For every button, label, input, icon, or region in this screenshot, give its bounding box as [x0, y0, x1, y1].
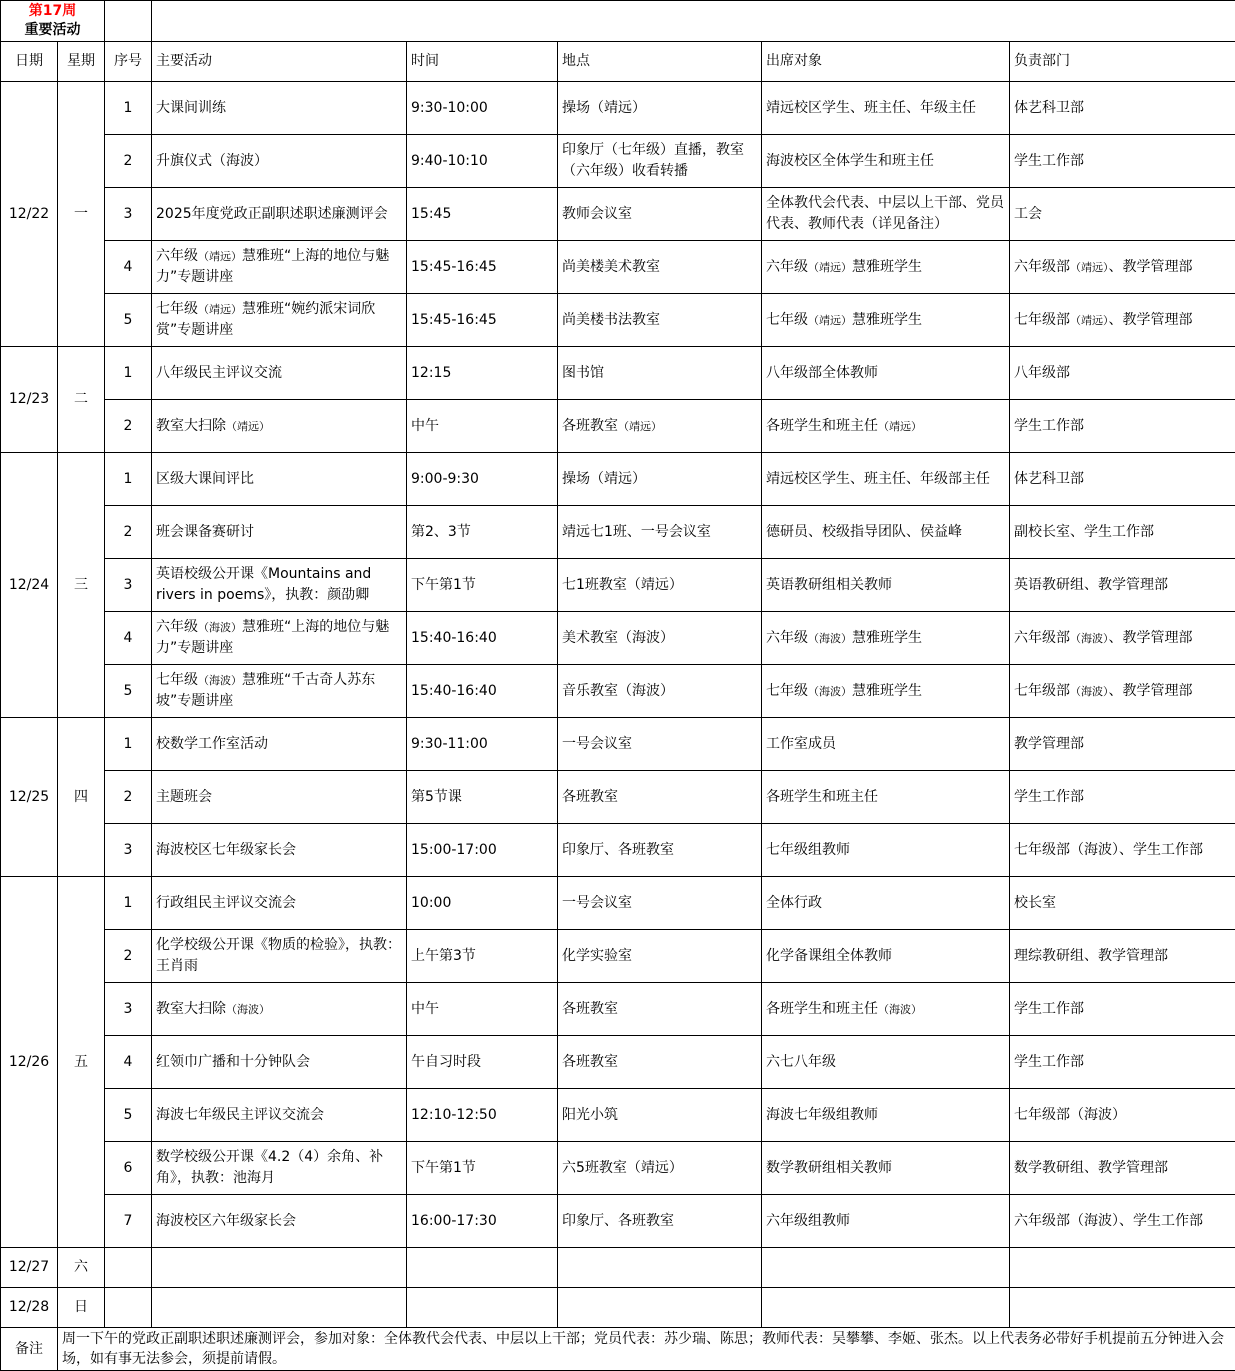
place-cell: 音乐教室（海波） [558, 665, 762, 718]
attendees-grade: 七年级 [766, 682, 808, 699]
place-cell: 七1班教室（靖远） [558, 559, 762, 612]
time-cell: 15:00-17:00 [407, 824, 558, 877]
attendees-cell [762, 400, 1010, 453]
header-blank-cell [105, 1, 152, 42]
time-cell: 午自习时段 [407, 1036, 558, 1089]
row-number: 4 [105, 241, 152, 294]
activity-cell: 班会课备赛研讨 [152, 506, 407, 559]
activity-topic: 慧雅班“千古奇人苏东坡”专题讲座 [156, 672, 376, 709]
empty-cell [152, 1288, 407, 1328]
date-cell: 12/28 [1, 1288, 58, 1328]
dept-cell: 副校长室、学生工作部 [1010, 506, 1235, 559]
place-cell: 阳光小筑 [558, 1089, 762, 1142]
date-cell: 12/27 [1, 1248, 58, 1288]
row-number: 7 [105, 1195, 152, 1248]
place-cell: 美术教室（海波） [558, 612, 762, 665]
date-cell: 12/25 [1, 718, 58, 877]
place-cell [558, 400, 762, 453]
col-header-dept: 负责部门 [1010, 42, 1235, 82]
row-number: 3 [105, 824, 152, 877]
header-blank-cell [152, 1, 1235, 42]
time-cell: 15:45 [407, 188, 558, 241]
table-row [1, 1288, 1235, 1328]
dept-cell: 数学教研组、教学管理部 [1010, 1142, 1235, 1195]
empty-cell [762, 1248, 1010, 1288]
row-number: 1 [105, 718, 152, 771]
dept-cell: 体艺科卫部 [1010, 453, 1235, 506]
dept-cell: 工会 [1010, 188, 1235, 241]
row-number: 1 [105, 877, 152, 930]
attendees-group: 慧雅班学生 [852, 629, 922, 646]
attendees-cell: 七年级组教师 [762, 824, 1010, 877]
column-header-row [1, 42, 1235, 82]
activity-cell: 英语校级公开课《Mountains and rivers in poems》，执教：颜劭卿 [152, 559, 407, 612]
time-cell: 12:15 [407, 347, 558, 400]
attendees-cell: 海波校区全体学生和班主任 [762, 135, 1010, 188]
activity-cell: 区级大课间评比 [152, 453, 407, 506]
empty-cell [558, 1248, 762, 1288]
col-header-place: 地点 [558, 42, 762, 82]
place-cell: 印象厅（七年级）直播，教室（六年级）收看转播 [558, 135, 762, 188]
date-cell: 12/26 [1, 877, 58, 1248]
time-cell: 中午 [407, 983, 558, 1036]
table-row [1, 82, 1235, 135]
dept-cell: 校长室 [1010, 877, 1235, 930]
place-cell: 印象厅、各班教室 [558, 1195, 762, 1248]
attendees-group: 慧雅班学生 [852, 682, 922, 699]
activity-grade: 七年级 [156, 301, 198, 317]
time-cell: 15:45-16:45 [407, 294, 558, 347]
dept-cell [1010, 241, 1235, 294]
campus-tag: （靖远） [226, 419, 270, 433]
row-number: 2 [105, 771, 152, 824]
table-row [1, 771, 1235, 824]
activity-cell: 校数学工作室活动 [152, 718, 407, 771]
campus-tag: （海波） [1070, 631, 1109, 645]
attendees-cell: 靖远校区学生、班主任、年级部主任 [762, 453, 1010, 506]
place-cell: 六5班教室（靖远） [558, 1142, 762, 1195]
dept-grade: 七年级部 [1014, 682, 1070, 699]
weekday-cell: 五 [58, 877, 105, 1248]
empty-cell [1010, 1248, 1235, 1288]
campus-tag: （靖远） [1070, 313, 1109, 327]
activity-cell [152, 241, 407, 294]
date-cell: 12/23 [1, 347, 58, 453]
row-number: 4 [105, 1036, 152, 1089]
activity-cell: 主题班会 [152, 771, 407, 824]
campus-tag: （海波） [808, 684, 852, 698]
row-number: 1 [105, 453, 152, 506]
attendees-cell: 海波七年级组教师 [762, 1089, 1010, 1142]
week-number: 第17周 [28, 3, 77, 19]
attendees-cell: 八年级部全体教师 [762, 347, 1010, 400]
week-subtitle: 重要活动 [24, 22, 81, 38]
week-header-row [1, 1, 1235, 42]
place-cell: 化学实验室 [558, 930, 762, 983]
dept-cell: 理综教研组、教学管理部 [1010, 930, 1235, 983]
empty-cell [105, 1288, 152, 1328]
attendees-cell [762, 665, 1010, 718]
time-cell: 15:40-16:40 [407, 665, 558, 718]
weekday-cell: 一 [58, 82, 105, 347]
time-cell: 下午第1节 [407, 1142, 558, 1195]
dept-grade: 六年级部 [1014, 629, 1070, 646]
table-row [1, 294, 1235, 347]
dept-cell: 六年级部（海波）、学生工作部 [1010, 1195, 1235, 1248]
campus-tag: （靖远） [808, 313, 852, 327]
dept-cell: 学生工作部 [1010, 983, 1235, 1036]
activity-cell: 行政组民主评议交流会 [152, 877, 407, 930]
table-row [1, 877, 1235, 930]
campus-tag: （靖远） [198, 250, 242, 263]
activity-cell: 大课间训练 [152, 82, 407, 135]
col-header-time: 时间 [407, 42, 558, 82]
place-cell: 图书馆 [558, 347, 762, 400]
time-cell: 第2、3节 [407, 506, 558, 559]
activity-cell [152, 400, 407, 453]
activity-topic: 慧雅班“婉约派宋词欣赏”专题讲座 [156, 301, 376, 338]
activity-grade: 七年级 [156, 672, 198, 688]
dept-extra: 、教学管理部 [1108, 311, 1193, 328]
dept-cell: 七年级部（海波）、学生工作部 [1010, 824, 1235, 877]
weekday-cell: 二 [58, 347, 105, 453]
attendees-grade: 七年级 [766, 311, 808, 328]
table-row [1, 453, 1235, 506]
time-cell: 9:30-11:00 [407, 718, 558, 771]
place-cell: 各班教室 [558, 983, 762, 1036]
attendees-cell: 数学教研组相关教师 [762, 1142, 1010, 1195]
row-number: 2 [105, 135, 152, 188]
campus-tag: （靖远） [198, 303, 242, 316]
activity-cell: 化学校级公开课《物质的检验》，执教：王肖雨 [152, 930, 407, 983]
time-cell: 9:40-10:10 [407, 135, 558, 188]
activity-cell: 2025年度党政正副职述职述廉测评会 [152, 188, 407, 241]
place-cell: 操场（靖远） [558, 453, 762, 506]
note-row [1, 1328, 1235, 1371]
weekday-cell: 日 [58, 1288, 105, 1328]
time-cell: 10:00 [407, 877, 558, 930]
activity-cell: 升旗仪式（海波） [152, 135, 407, 188]
activity-cell: 海波校区七年级家长会 [152, 824, 407, 877]
dept-cell: 学生工作部 [1010, 1036, 1235, 1089]
dept-cell [1010, 612, 1235, 665]
empty-cell [558, 1288, 762, 1328]
col-header-activity: 主要活动 [152, 42, 407, 82]
activity-cell: 红领巾广播和十分钟队会 [152, 1036, 407, 1089]
dept-cell: 教学管理部 [1010, 718, 1235, 771]
campus-tag: （海波） [808, 631, 852, 645]
dept-cell [1010, 294, 1235, 347]
table-row [1, 506, 1235, 559]
attendees-group: 慧雅班学生 [852, 258, 922, 275]
attendees-cell: 全体行政 [762, 877, 1010, 930]
table-row [1, 559, 1235, 612]
row-number: 3 [105, 983, 152, 1036]
table-row [1, 1195, 1235, 1248]
attendees-cell: 德研员、校级指导团队、侯益峰 [762, 506, 1010, 559]
row-number: 4 [105, 612, 152, 665]
dept-extra: 、教学管理部 [1108, 682, 1193, 699]
attendees-cell: 各班学生和班主任 [762, 771, 1010, 824]
activity-grade: 六年级 [156, 248, 198, 264]
empty-cell [407, 1288, 558, 1328]
attendees-grade: 六年级 [766, 629, 808, 646]
attendees-cell: 化学备课组全体教师 [762, 930, 1010, 983]
time-cell: 上午第3节 [407, 930, 558, 983]
activity-cell [152, 665, 407, 718]
table-row [1, 824, 1235, 877]
col-header-attendees: 出席对象 [762, 42, 1010, 82]
place-cell: 尚美楼书法教室 [558, 294, 762, 347]
time-cell: 15:40-16:40 [407, 612, 558, 665]
campus-tag: （靖远） [878, 419, 922, 433]
row-number: 2 [105, 930, 152, 983]
campus-tag: （海波） [198, 621, 242, 634]
campus-tag: （靖远） [1070, 260, 1109, 274]
place-cell: 各班教室 [558, 1036, 762, 1089]
row-number: 2 [105, 400, 152, 453]
place-cell: 教师会议室 [558, 188, 762, 241]
dept-cell: 英语教研组、教学管理部 [1010, 559, 1235, 612]
activity-cell: 八年级民主评议交流 [152, 347, 407, 400]
table-row [1, 188, 1235, 241]
row-number: 6 [105, 1142, 152, 1195]
empty-cell [152, 1248, 407, 1288]
campus-tag: （海波） [198, 674, 242, 687]
dept-grade: 七年级部 [1014, 311, 1070, 328]
table-row [1, 400, 1235, 453]
row-number: 3 [105, 559, 152, 612]
activity-title: 教室大扫除 [156, 417, 226, 434]
dept-cell: 体艺科卫部 [1010, 82, 1235, 135]
row-number: 2 [105, 506, 152, 559]
activity-cell: 海波七年级民主评议交流会 [152, 1089, 407, 1142]
campus-tag: （海波） [226, 1002, 270, 1016]
col-header-no: 序号 [105, 42, 152, 82]
time-cell: 下午第1节 [407, 559, 558, 612]
weekday-cell: 六 [58, 1248, 105, 1288]
place-cell: 操场（靖远） [558, 82, 762, 135]
dept-extra: 、教学管理部 [1108, 629, 1193, 646]
row-number: 1 [105, 82, 152, 135]
dept-grade: 六年级部 [1014, 258, 1070, 275]
place-cell: 一号会议室 [558, 877, 762, 930]
time-cell: 16:00-17:30 [407, 1195, 558, 1248]
activity-cell: 海波校区六年级家长会 [152, 1195, 407, 1248]
attendees-group: 慧雅班学生 [852, 311, 922, 328]
table-row [1, 1142, 1235, 1195]
row-number: 5 [105, 665, 152, 718]
time-cell: 9:30-10:00 [407, 82, 558, 135]
dept-cell: 学生工作部 [1010, 400, 1235, 453]
place-cell: 靖远七1班、一号会议室 [558, 506, 762, 559]
row-number: 5 [105, 1089, 152, 1142]
date-cell: 12/24 [1, 453, 58, 718]
empty-cell [105, 1248, 152, 1288]
campus-tag: （海波） [878, 1002, 922, 1016]
time-cell: 15:45-16:45 [407, 241, 558, 294]
activity-title: 教室大扫除 [156, 1000, 226, 1017]
row-number: 1 [105, 347, 152, 400]
activity-grade: 六年级 [156, 619, 198, 635]
table-row [1, 665, 1235, 718]
activity-cell [152, 294, 407, 347]
table-row [1, 718, 1235, 771]
campus-tag: （靖远） [808, 260, 852, 274]
attendees-cell: 工作室成员 [762, 718, 1010, 771]
table-row [1, 347, 1235, 400]
attendees-group: 各班学生和班主任 [766, 1000, 878, 1017]
date-cell: 12/22 [1, 82, 58, 347]
activity-cell [152, 612, 407, 665]
place-cell: 一号会议室 [558, 718, 762, 771]
note-text: 周一下午的党政正副职述职述廉测评会，参加对象：全体教代会代表、中层以上干部；党员代表：苏少瑞、陈思；教师代表：吴攀攀、李姬、张杰。以上代表务必带好手机提前五分钟进入会场，如有事无法参会，须提前请假。 [58, 1328, 1235, 1371]
col-header-date: 日期 [1, 42, 58, 82]
activity-topic: 慧雅班“上海的地位与魅力”专题讲座 [156, 248, 390, 285]
empty-cell [762, 1288, 1010, 1328]
place-name: 各班教室 [562, 417, 618, 434]
table-row [1, 983, 1235, 1036]
attendees-cell [762, 983, 1010, 1036]
dept-cell: 学生工作部 [1010, 771, 1235, 824]
table-row [1, 241, 1235, 294]
attendees-grade: 六年级 [766, 258, 808, 275]
campus-tag: （靖远） [618, 419, 662, 433]
activity-cell: 数学校级公开课《4.2（4）余角、补角》，执教：池海月 [152, 1142, 407, 1195]
place-cell: 尚美楼美术教室 [558, 241, 762, 294]
note-label: 备注 [1, 1328, 58, 1371]
table-row [1, 612, 1235, 665]
time-cell: 中午 [407, 400, 558, 453]
place-cell: 各班教室 [558, 771, 762, 824]
attendees-cell: 靖远校区学生、班主任、年级主任 [762, 82, 1010, 135]
attendees-cell [762, 241, 1010, 294]
table-row [1, 1036, 1235, 1089]
attendees-cell: 全体教代会代表、中层以上干部、党员代表、教师代表（详见备注） [762, 188, 1010, 241]
table-row [1, 1089, 1235, 1142]
dept-cell [1010, 665, 1235, 718]
time-cell: 12:10-12:50 [407, 1089, 558, 1142]
weekday-cell: 三 [58, 453, 105, 718]
activity-topic: 慧雅班“上海的地位与魅力”专题讲座 [156, 619, 390, 656]
dept-extra: 、教学管理部 [1108, 258, 1193, 275]
table-row [1, 135, 1235, 188]
dept-cell: 学生工作部 [1010, 135, 1235, 188]
dept-cell: 七年级部（海波） [1010, 1089, 1235, 1142]
weekday-cell: 四 [58, 718, 105, 877]
empty-cell [407, 1248, 558, 1288]
time-cell: 9:00-9:30 [407, 453, 558, 506]
col-header-weekday: 星期 [58, 42, 105, 82]
attendees-cell: 六年级组教师 [762, 1195, 1010, 1248]
table-row [1, 1248, 1235, 1288]
place-cell: 印象厅、各班教室 [558, 824, 762, 877]
row-number: 5 [105, 294, 152, 347]
empty-cell [1010, 1288, 1235, 1328]
week-title [1, 1, 105, 42]
campus-tag: （海波） [1070, 684, 1109, 698]
time-cell: 第5节课 [407, 771, 558, 824]
row-number: 3 [105, 188, 152, 241]
activity-cell [152, 983, 407, 1036]
attendees-group: 各班学生和班主任 [766, 417, 878, 434]
attendees-cell [762, 612, 1010, 665]
table-row [1, 930, 1235, 983]
attendees-cell: 英语教研组相关教师 [762, 559, 1010, 612]
attendees-cell: 六七八年级 [762, 1036, 1010, 1089]
dept-cell: 八年级部 [1010, 347, 1235, 400]
attendees-cell [762, 294, 1010, 347]
